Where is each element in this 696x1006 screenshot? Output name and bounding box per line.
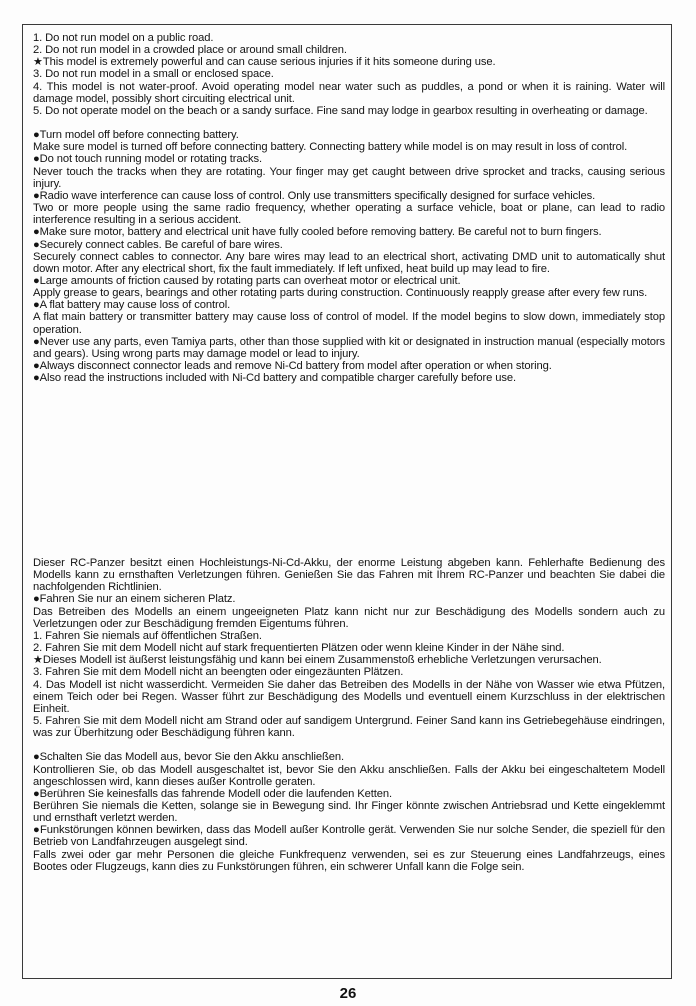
- warning-line: ★Dieses Modell ist äußerst leistungsfähig und kann bei einem Zusammenstoß erhebliche Verletzungen verursachen.: [33, 654, 602, 667]
- warning-line: ●Radio wave interference can cause loss of control. Only use transmitters specifically designed for surface vehicles.: [33, 189, 596, 202]
- warning-line: 2. Fahren Sie mit dem Modell nicht auf stark frequentierten Plätzen oder wenn kleine Kinder in der Nähe sind.: [33, 642, 565, 655]
- warning-line: Berühren Sie niemals die Ketten, solange sie in Bewegung sind. Ihr Finger könnte zwischen Antriebsrad und Kette eingeklemmt und ernsthaft verletzt werden.: [33, 799, 665, 825]
- warning-line: Apply grease to gears, bearings and other rotating parts during construction. Continuously reapply grease after every few runs.: [33, 287, 648, 300]
- warning-line: ●Make sure motor, battery and electrical unit have fully cooled before removing battery. Be careful not to burn fingers.: [33, 226, 602, 239]
- english-warnings: [33, 32, 665, 384]
- warning-line: ●Funkstörungen können bewirken, dass das Modell außer Kontrolle gerät. Verwenden Sie nur solche Sender, die speziell für den Betrieb von Landfahrzeugen ausgelegt sind.: [33, 824, 665, 849]
- warning-line: 4. Das Modell ist nicht wasserdicht. Vermeiden Sie daher das Betreiben des Modells in der Nähe von Wasser wie etwa Pfützen, einem Teich oder bei Regen. Wasser führt zur Beschädigung des Modells und eventuell einem Kurzschluss in der elektrischen Einheit.: [33, 678, 665, 715]
- warning-line: 4. This model is not water-proof. Avoid operating model near water such as puddles, a pond or when it is raining. Water will damage model, possibly short circuiting electrical unit.: [33, 80, 665, 105]
- warning-line: ●Never use any parts, even Tamiya parts, other than those supplied with kit or designated in instruction manual (especially motors and gears). Using wrong parts may damage model or lead to injury.: [33, 335, 665, 360]
- warning-line: Two or more people using the same radio frequency, whether operating a surface vehicle, boat or plane, can lead to radio interference resulting in a serious accident.: [33, 202, 665, 227]
- warning-line: Kontrollieren Sie, ob das Modell ausgeschaltet ist, bevor Sie den Akku anschließen. Falls der Akku bei eingeschaltetem Modell angeschlossen wird, kann dieses außer Kontrolle geraten.: [33, 763, 665, 788]
- warning-line: ●Schalten Sie das Modell aus, bevor Sie den Akku anschließen.: [33, 751, 344, 764]
- warning-line: Das Betreiben des Modells an einem ungeeigneten Platz kann nicht nur zur Beschädigung des Modells sondern auch zu Verletzungen oder zur Beschädigung fremden Eigentums führen.: [33, 605, 665, 630]
- warning-line: ●Turn model off before connecting battery.: [33, 129, 239, 142]
- warning-line: ●Securely connect cables. Be careful of bare wires.: [33, 238, 283, 251]
- warning-line: 1. Fahren Sie niemals auf öffentlichen Straßen.: [33, 629, 262, 642]
- german-warnings: [33, 557, 665, 873]
- warning-line: Dieser RC-Panzer besitzt einen Hochleistungs-Ni-Cd-Akku, der enorme Leistung abgeben kann. Fehlerhafte Bedienung des Modells kann zu ernsthaften Verletzungen führen. Genießen Sie das Fahren mit Ihrem RC-Panzer und beachten Sie dabei die nachfolgenden Richtlinien.: [33, 557, 665, 594]
- warning-line: Never touch the tracks when they are rotating. Your finger may get caught between drive sprocket and tracks, causing serious injury.: [33, 165, 665, 190]
- warning-line: Falls zwei oder gar mehr Personen die gleiche Funkfrequenz verwenden, sei es zur Steuerung eines Landfahrzeugs, eines Bootes oder Flugzeugs, kann dies zu Funkstörungen führen, ein schwerer Unfall kann die Folge sein.: [33, 848, 665, 873]
- warning-line: 5. Do not operate model on the beach or a sandy surface. Fine sand may lodge in gearbox resulting in overheating or damage.: [33, 104, 648, 117]
- warning-line: ●Do not touch running model or rotating tracks.: [33, 153, 263, 166]
- warning-line: ★This model is extremely powerful and can cause serious injuries if it hits someone during use.: [33, 56, 496, 69]
- warning-line: 5. Fahren Sie mit dem Modell nicht am Strand oder auf sandigem Untergrund. Feiner Sand kann ins Getriebegehäuse eindringen, was zur Überhitzung oder Beschädigung führen kann.: [33, 715, 665, 740]
- warning-line: 1. Do not run model on a public road.: [33, 32, 214, 44]
- warning-line: Securely connect cables to connector. Any bare wires may lead to an electrical short, activating DMD unit to automatically shut down motor. After any electrical short, fix the fault immediately. If left unfixed, heat build up may lead to fire.: [33, 250, 665, 275]
- warning-line: 3. Do not run model in a small or enclosed space.: [33, 68, 274, 81]
- warning-line: 3. Fahren Sie mit dem Modell nicht an beengten oder eingezäunten Plätzen.: [33, 666, 404, 679]
- warning-line: ●A flat battery may cause loss of control.: [33, 299, 231, 312]
- page-number: 26: [339, 985, 357, 1002]
- warning-line: Make sure model is turned off before connecting battery. Connecting battery while model is on may result in loss of control.: [33, 141, 628, 154]
- warning-line: A flat main battery or transmitter battery may cause loss of control of model. If the model begins to slow down, immediately stop operation.: [33, 311, 665, 336]
- warning-line: ●Berühren Sie keinesfalls das fahrende Modell oder die laufenden Ketten.: [33, 787, 393, 800]
- warning-line: ●Fahren Sie nur an einem sicheren Platz.: [33, 593, 236, 606]
- warning-line: ●Always disconnect connector leads and remove Ni-Cd battery from model after operation or when storing.: [33, 360, 552, 373]
- warning-line: ●Large amounts of friction caused by rotating parts can overheat motor or electrical unit.: [33, 274, 461, 287]
- warning-line: 2. Do not run model in a crowded place or around small children.: [33, 44, 347, 57]
- warning-line: ●Also read the instructions included with Ni-Cd battery and compatible charger carefully before use.: [33, 372, 517, 385]
